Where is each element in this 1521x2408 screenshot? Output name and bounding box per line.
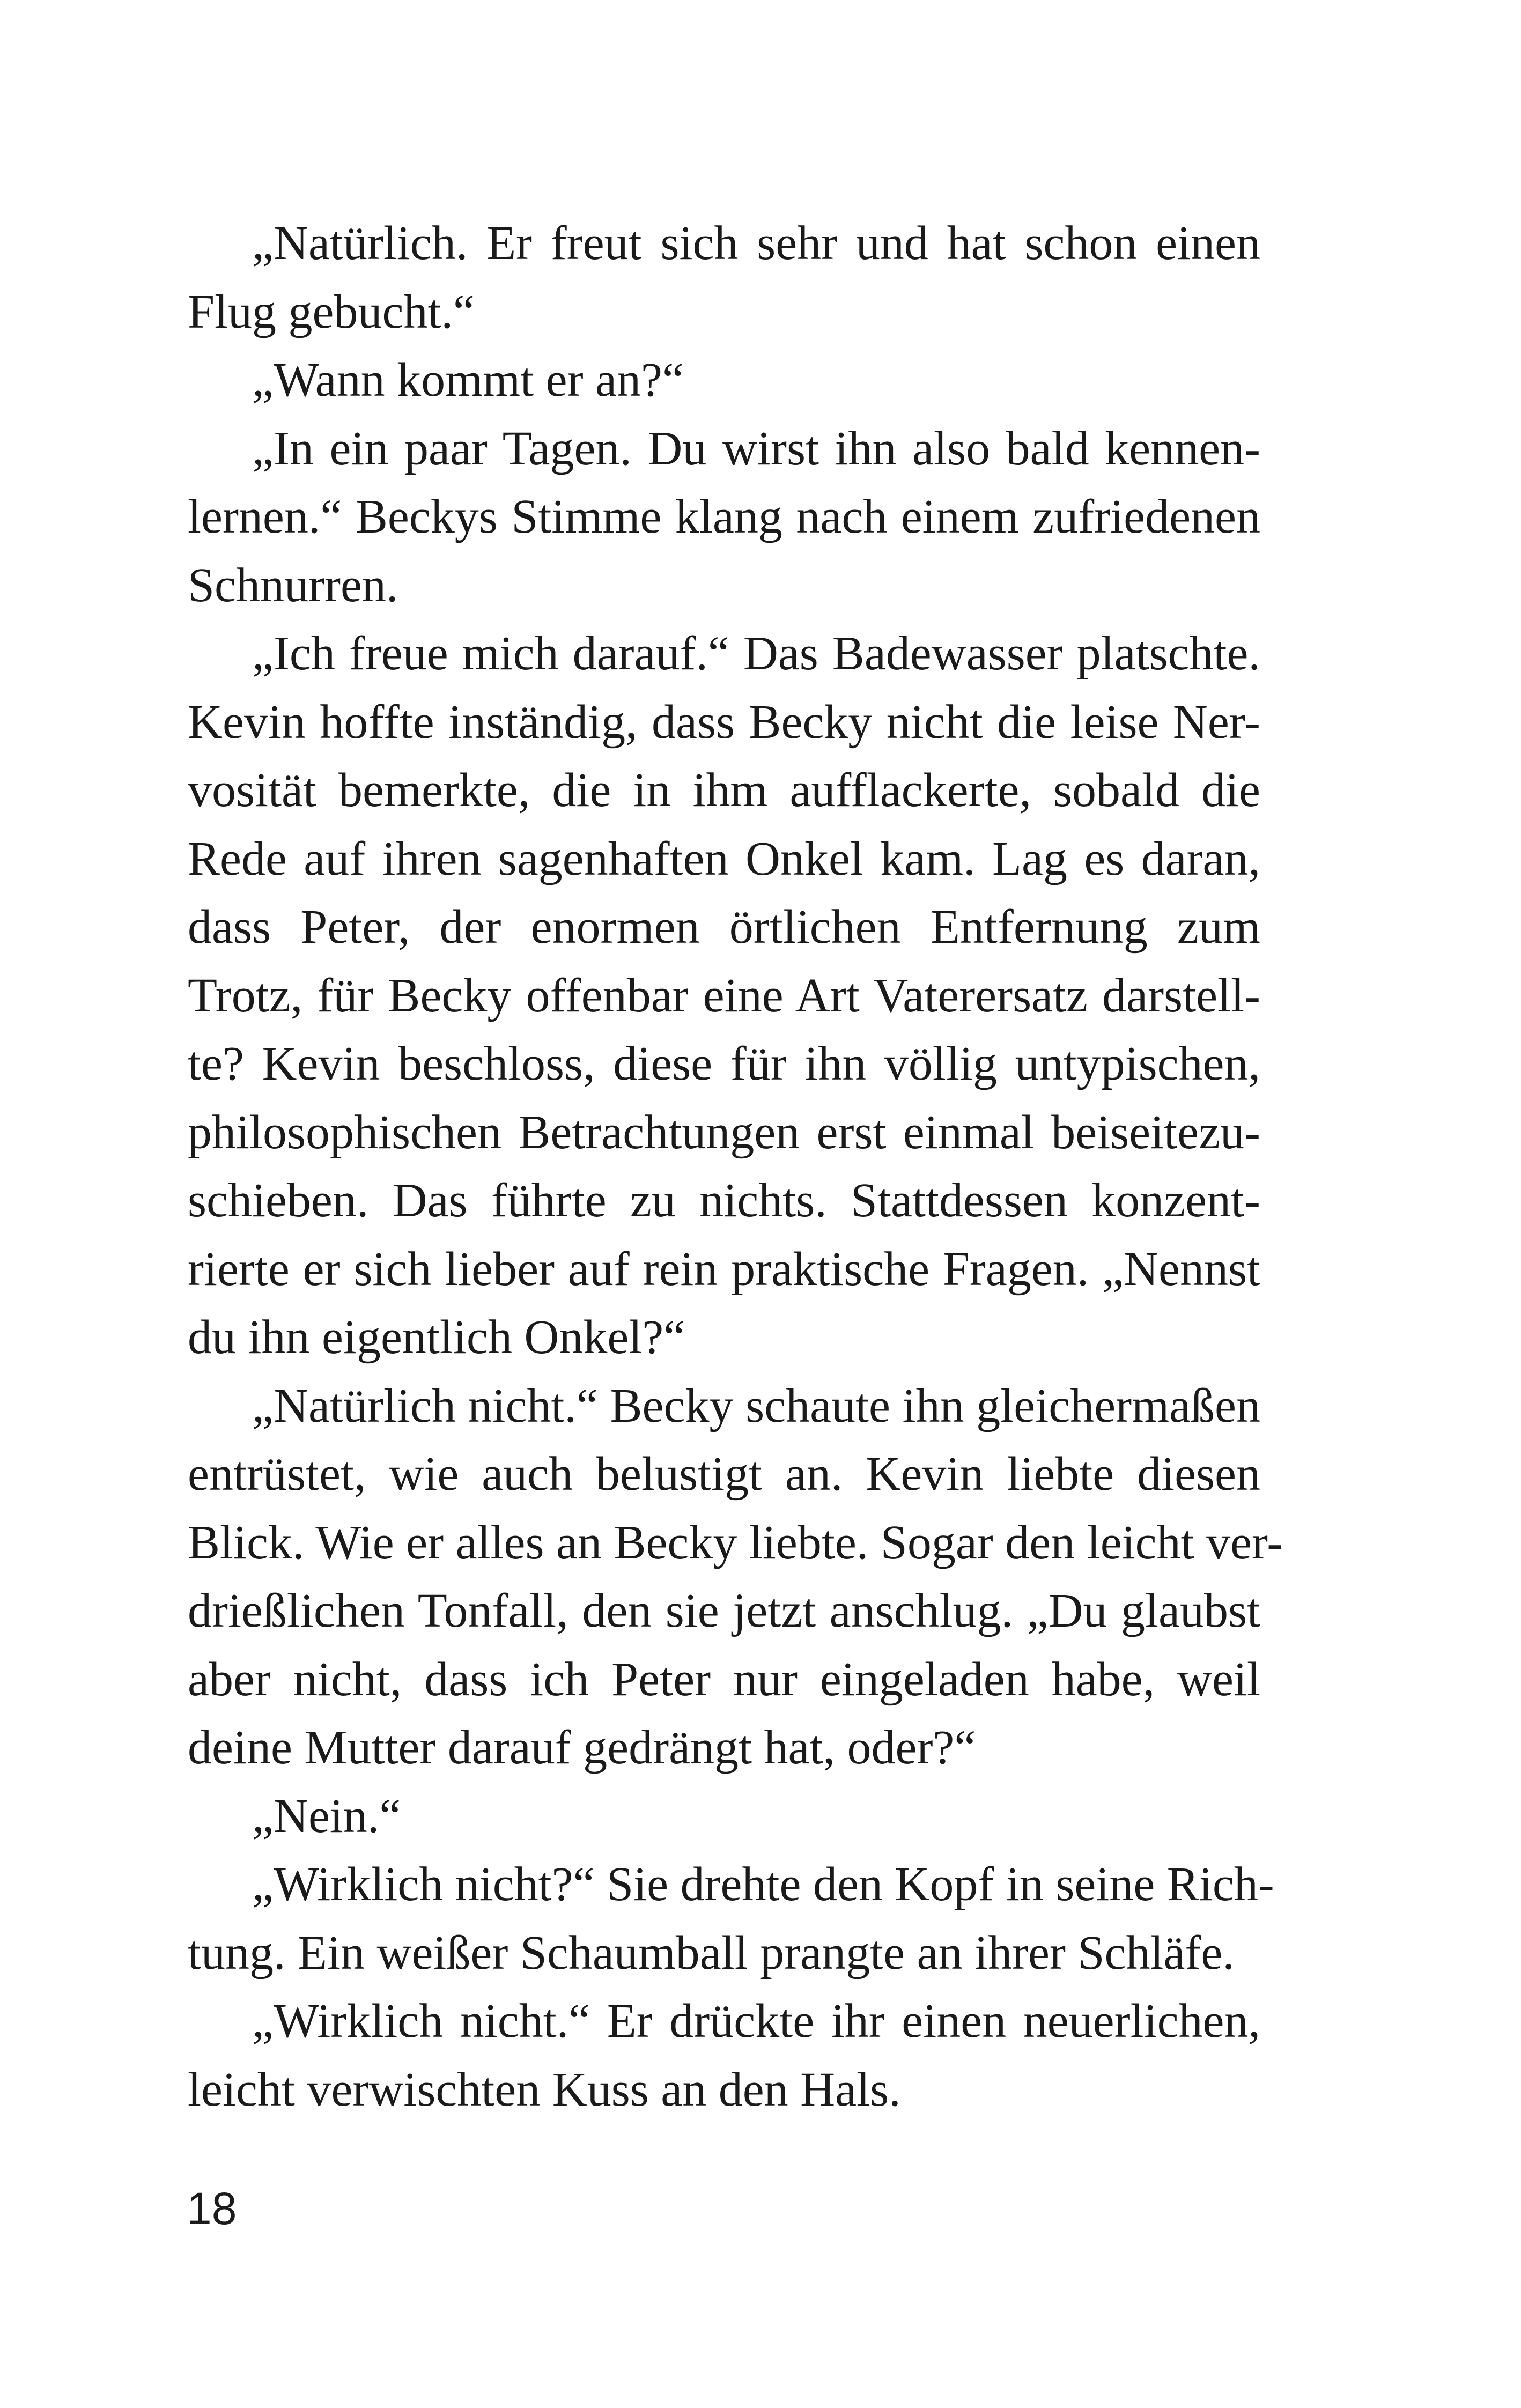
text-line: tung. Ein weißer Schaumball prangte an ihrer Schläfe. (188, 1926, 1235, 1979)
text-line: entrüstet, wie auch belustigt an. Kevin liebte diesen (188, 1447, 1260, 1501)
text-line: „Natürlich. Er freut sich sehr und hat schon einen (252, 217, 1260, 270)
text-line: schieben. Das führte zu nichts. Stattdessen konzent- (188, 1174, 1260, 1227)
text-line: „Nein.“ (252, 1789, 401, 1843)
text-line: du ihn eigentlich Onkel?“ (188, 1311, 685, 1364)
paragraph (188, 1372, 1283, 1782)
text-line: „Wann kommt er an?“ (252, 353, 684, 407)
text-line: „Natürlich nicht.“ Becky schaute ihn gleichermaßen (252, 1379, 1260, 1432)
paragraph (188, 415, 1260, 620)
text-line: rierte er sich lieber auf rein praktische Fragen. „Nennst (188, 1242, 1260, 1296)
paragraph (188, 1782, 1260, 1851)
text-line: lernen.“ Beckys Stimme klang nach einem zufriedenen (188, 490, 1260, 543)
paragraph (188, 1987, 1260, 2124)
paragraph (188, 619, 1260, 1372)
text-line: „Wirklich nicht.“ Er drückte ihr einen neuerlichen, (252, 1995, 1260, 2048)
text-line: te? Kevin beschloss, diese für ihn völlig untypischen, (188, 1037, 1260, 1090)
text-line: aber nicht, dass ich Peter nur eingeladen habe, weil (188, 1652, 1260, 1706)
text-line: dass Peter, der enormen örtlichen Entfernung zum (188, 900, 1260, 954)
paragraph (188, 1850, 1274, 1987)
text-line: „In ein paar Tagen. Du wirst ihn also bald kennen- (252, 422, 1260, 475)
page-number: 18 (187, 2183, 237, 2234)
text-line: „Wirklich nicht?“ Sie drehte den Kopf in seine Rich- (252, 1858, 1274, 1911)
text-line: Trotz, für Becky offenbar eine Art Vaterersatz darstell- (188, 969, 1260, 1022)
paragraph (188, 209, 1260, 346)
text-line: Kevin hoffte inständig, dass Becky nicht die leise Ner- (188, 695, 1260, 749)
text-line: „Ich freue mich darauf.“ Das Badewasser platschte. (252, 627, 1260, 680)
text-line: Rede auf ihren sagenhaften Onkel kam. Lag es daran, (188, 832, 1260, 885)
text-line: Schnurren. (188, 558, 398, 612)
text-line: deine Mutter darauf gedrängt hat, oder?“ (188, 1721, 976, 1774)
text-line: leicht verwischten Kuss an den Hals. (188, 2063, 901, 2116)
text-line: Blick. Wie er alles an Becky liebte. Sogar den leicht ver- (188, 1516, 1283, 1569)
text-line: philosophischen Betrachtungen erst einmal beiseitezu- (188, 1105, 1260, 1159)
paragraph (188, 346, 1260, 415)
text-line: drießlichen Tonfall, den sie jetzt anschlug. „Du glaubst (188, 1584, 1260, 1637)
text-line: Flug gebucht.“ (188, 285, 475, 338)
body-text (188, 209, 1283, 2124)
text-line: vosität bemerkte, die in ihm aufflackerte, sobald die (188, 764, 1260, 817)
